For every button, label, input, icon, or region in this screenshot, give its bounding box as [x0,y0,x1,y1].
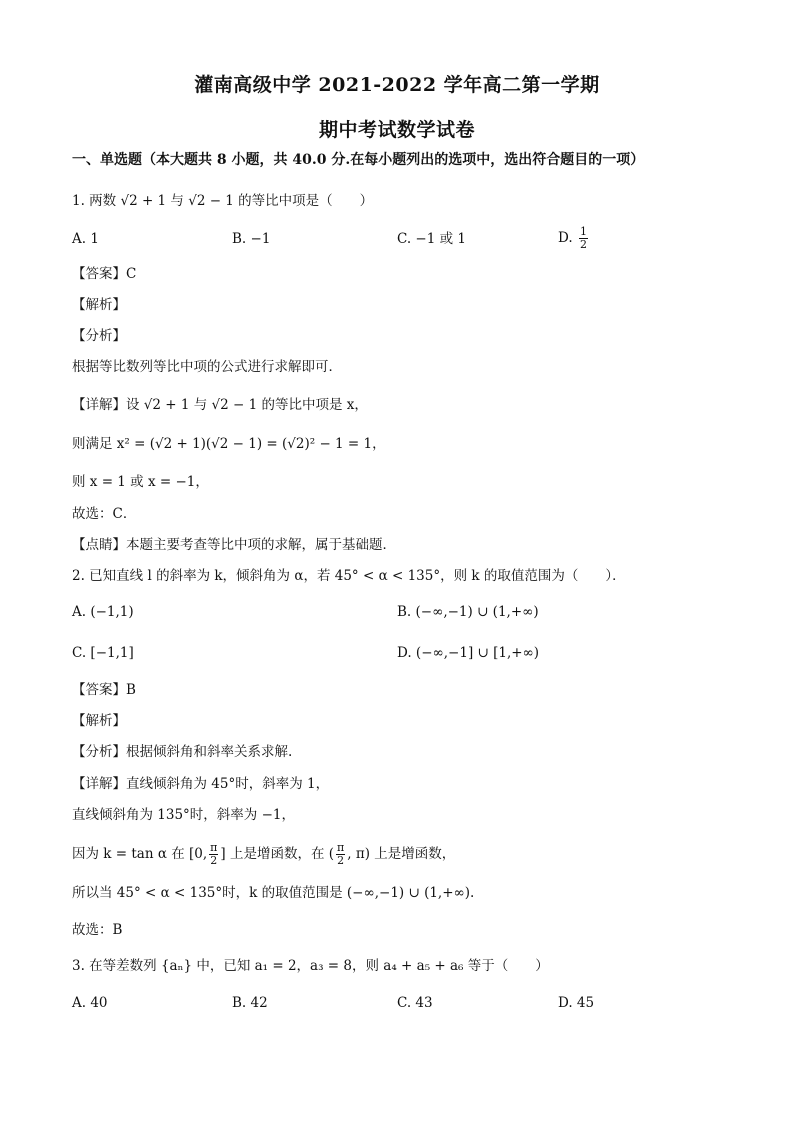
q2-detail-3-fraction-2-num: π [337,841,345,854]
q2-answer: 【答案】B [72,682,136,698]
q2-detail-3-part-b: ] 上是增函数，在 ( [220,846,335,862]
q1-answer: 【答案】C [72,266,137,282]
q1-detail-3: 则 x = 1 或 x = −1， [72,474,209,490]
q2-option-d: D. (−∞,−1] ∪ [1,+∞) [397,645,540,661]
q2-detail-3-fraction-1-num: π [210,841,218,854]
q3-option-c: C. 43 [397,995,433,1011]
exam-subtitle: 期中考试数学试卷 [318,119,475,141]
q1-option-d-numerator: 1 [579,225,587,238]
q2-jiexi: 【解析】 [72,713,126,729]
q1-dianjing: 【点睛】本题主要考查等比中项的求解，属于基础题． [72,537,396,553]
q1-fenxi-text: 根据等比数列等比中项的公式进行求解即可． [72,359,342,375]
q3-option-b: B. 42 [232,995,268,1011]
q2-fenxi: 【分析】根据倾斜角和斜率关系求解. [72,744,293,760]
q2-detail-3-fraction-2 [336,842,345,867]
exam-title: 灌南高级中学 2021-2022 学年高二第一学期 [194,74,600,96]
q1-choose: 故选：C． [72,506,137,522]
q1-option-b: B. −1 [232,231,271,247]
q2-detail-3 [72,842,455,867]
section-heading: 一、单选题（本大题共 8 小题，共 40.0 分.在每小题列出的选项中，选出符合题目的一项） [72,152,645,168]
q1-option-d-denominator: 2 [579,238,587,251]
q2-detail-3-fraction-2-den: 2 [337,854,345,867]
q2-detail-1: 【详解】直线倾斜角为 45°时，斜率为 1， [72,776,330,792]
q2-choose: 故选：B [72,922,123,938]
q2-option-b: B. (−∞,−1) ∪ (1,+∞) [397,604,539,620]
q1-option-c: C. −1 或 1 [397,231,467,247]
q2-option-c: C. [−1,1] [72,645,134,661]
q3-option-d: D. 45 [558,995,595,1011]
q2-detail-3-part-c: , π) 上是增函数， [347,846,456,862]
q3-stem: 3. 在等差数列 {aₙ} 中，已知 a₁ = 2，a₃ = 8，则 a₄ + a₅ + a₆ 等于（ ） [72,958,549,974]
q1-stem: 1. 两数 √2 + 1 与 √2 − 1 的等比中项是（ ） [72,193,374,209]
q3-option-a: A. 40 [72,995,108,1011]
q2-option-a: A. (−1,1) [72,604,134,620]
q2-detail-3-fraction-1-den: 2 [210,854,218,867]
q1-option-d [558,226,590,251]
q1-fenxi: 【分析】 [72,328,126,344]
q1-jiexi: 【解析】 [72,297,126,313]
q1-option-a: A. 1 [72,231,99,247]
q2-detail-4: 所以当 45° < α < 135°时，k 的取值范围是 (−∞,−1) ∪ (1,+∞). [72,885,475,901]
q1-detail-2: 则满足 x² = (√2 + 1)(√2 − 1) = (√2)² − 1 = 1， [72,436,386,452]
q1-detail-1: 【详解】设 √2 + 1 与 √2 − 1 的等比中项是 x， [72,397,368,413]
q2-stem: 2. 已知直线 l 的斜率为 k，倾斜角为 α，若 45° < α < 135°，则 k 的取值范围为（ ）． [72,568,626,584]
q2-detail-3-part-a: 因为 k = tan α 在 [0, [72,846,208,862]
q1-option-d-fraction [579,226,588,251]
q2-detail-2: 直线倾斜角为 135°时，斜率为 −1， [72,807,296,823]
q1-option-d-label: D. [558,230,573,246]
q2-detail-3-fraction-1 [209,842,218,867]
